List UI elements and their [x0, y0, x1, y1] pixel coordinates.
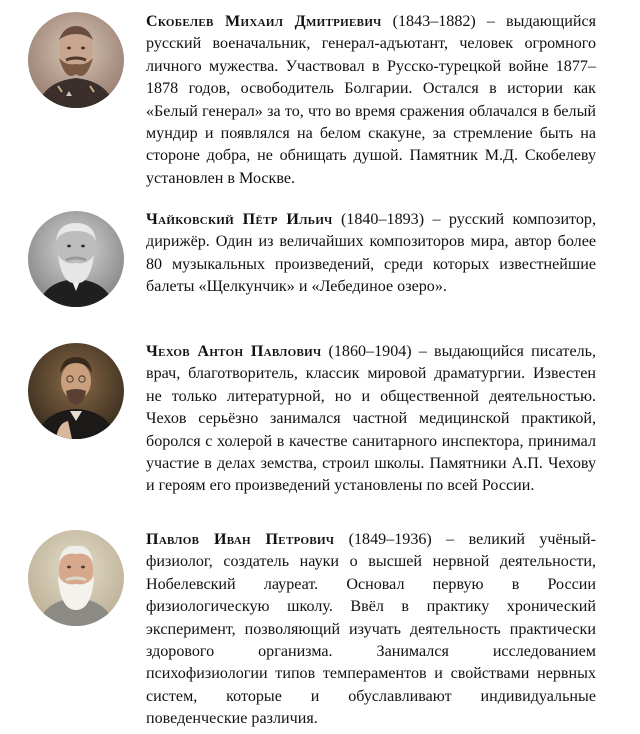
person-years: (1860–1904) — [328, 343, 412, 360]
portrait-tchaikovsky-image — [28, 211, 124, 307]
person-name: Чехов Антон Павлович — [146, 343, 322, 360]
portrait-skobelev-image — [28, 12, 124, 108]
person-name: Скобелев Михаил Дмитриевич — [146, 13, 382, 30]
portrait-skobelev — [28, 12, 124, 108]
biography-text-pavlov — [146, 529, 596, 731]
portrait-pavlov-image — [28, 530, 124, 626]
person-name: Чайковский Пётр Ильич — [146, 211, 333, 228]
biography-text-chekhov — [146, 341, 596, 498]
person-years: (1840–1893) — [340, 211, 425, 228]
portrait-tchaikovsky — [28, 211, 124, 307]
person-bio: – выдающийся русский военачальник, генерал-адъютант, человек огромного личного мужества. Участвовал в Русско-турецкой войне 1877–1878 годов, освободитель Болгарии. Остался в истории как «Белый генерал» за то, что во время сражения облачался в белый мундир и появлялся на белом скакуне, за стремление быть на стороне добра, не обнищать душой. Памятник М.Д. Скобелеву установлен в Москве. — [146, 13, 596, 187]
person-bio: – русский композитор, дирижёр. Один из величайших композиторов мира, автор более 80 музыкальных произведений, среди которых известнейшие балеты «Щелкунчик» и «Лебединое озеро». — [146, 211, 596, 296]
biography-text-skobelev — [146, 11, 596, 190]
person-years: (1849–1936) — [348, 531, 432, 548]
person-name: Павлов Иван Петрович — [146, 531, 335, 548]
portrait-chekhov-image — [28, 343, 124, 439]
person-bio: – выдающийся писатель, врач, благотворитель, классик мировой драматургии. Известен не только литературной, но и общественной деятельностью. Чехов серьёзно занимался частной медицинской практикой, боролся с холерой в качестве санитарного инспектора, принимал участие в делах земства, строил школы. Памятники А.П. Чехову и героям его произведений установлены по всей России. — [146, 343, 596, 495]
biography-text-tchaikovsky — [146, 209, 596, 299]
portrait-chekhov — [28, 343, 124, 439]
portrait-pavlov — [28, 530, 124, 626]
person-years: (1843–1882) — [392, 13, 476, 30]
person-bio: – великий учёный-физиолог, создатель науки о высшей нервной деятельности, Нобелевский лауреат. Основал первую в России физиологическую школу. Ввёл в практику хронический эксперимент, позволяющий изучать деятельность практически здорового организма. Занимался исследованием психофизиологии типов темпераментов и свойствами нервных систем, которые и обуславливают индивидуальные поведенческие различия. — [146, 531, 596, 728]
